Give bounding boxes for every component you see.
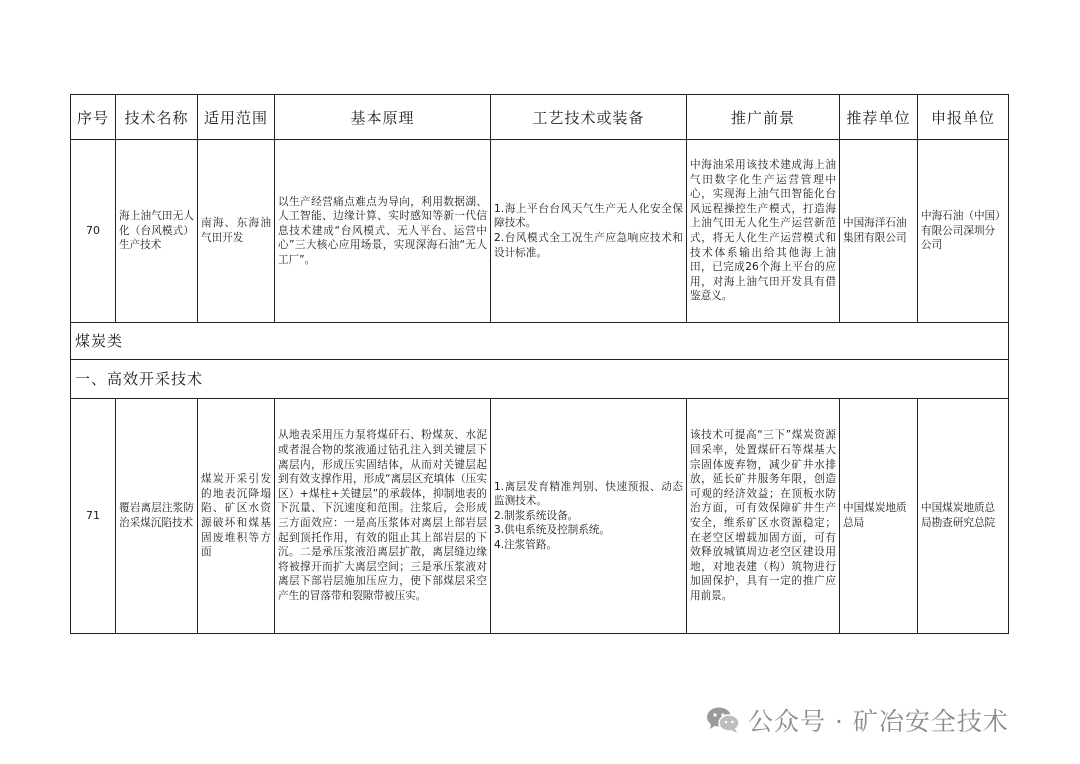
technology-table-container xyxy=(70,94,1008,634)
row-no: 71 xyxy=(71,399,116,634)
section-label: 煤炭类 xyxy=(71,323,1009,360)
row-scope: 煤炭开采引发的地表沉降塌陷、矿区水资源破坏和煤基固废堆积等方面 xyxy=(198,399,275,634)
row-principle: 从地表采用压力泵将煤矸石、粉煤灰、水泥或者混合物的浆液通过钻孔注入到关键层下离层内，形成压实固结体，从而对关键层起到有效支撑作用，形成“离层区充填体（压实区）+煤柱+关键层”的承载体，抑制地表的下沉量、下沉速度和范围。注浆后，会形成三方面效应：一是高压浆体对离层上部岩层起到顶托作用，有效的阻止其上部岩层的下沉。二是承压浆液沿离层扩散，离层缝边缘将被撑开而扩大离层空间；三是承压浆液对离层下部岩层施加压应力，使下部煤层采空产生的冒落带和裂隙带被压实。 xyxy=(275,399,491,634)
header-equipment: 工艺技术或装备 xyxy=(491,95,687,140)
table-row xyxy=(71,140,1009,323)
header-applicant: 申报单位 xyxy=(918,95,1009,140)
row-scope: 南海、东海油气田开发 xyxy=(198,140,275,323)
header-no: 序号 xyxy=(71,95,116,140)
subsection-label: 一、高效开采技术 xyxy=(71,360,1009,399)
header-principle: 基本原理 xyxy=(275,95,491,140)
table-header-row xyxy=(71,95,1009,140)
header-scope: 适用范围 xyxy=(198,95,275,140)
header-prospect: 推广前景 xyxy=(687,95,840,140)
table-row xyxy=(71,399,1009,634)
section-row xyxy=(71,323,1009,360)
watermark-label: 公众号 · 矿冶安全技术 xyxy=(748,707,1009,736)
subsection-row xyxy=(71,360,1009,399)
header-recommender: 推荐单位 xyxy=(840,95,918,140)
row-no: 70 xyxy=(71,140,116,323)
watermark xyxy=(706,702,1009,738)
header-tech-name: 技术名称 xyxy=(116,95,198,140)
row-equipment: 1.离层发育精准判别、快速预报、动态监测技术。 2.制浆系统设备。 3.供电系统及控制系统。 4.注浆管路。 xyxy=(491,399,687,634)
row-tech-name: 海上油气田无人化（台风模式）生产技术 xyxy=(116,140,198,323)
row-applicant: 中国煤炭地质总局勘查研究总院 xyxy=(918,399,1009,634)
row-equipment: 1.海上平台台风天气生产无人化安全保障技术。 2.台风模式全工况生产应急响应技术和设计标准。 xyxy=(491,140,687,323)
row-recommender: 中国海洋石油集团有限公司 xyxy=(840,140,918,323)
row-prospect: 该技术可提高“三下”煤炭资源回采率，处置煤矸石等煤基大宗固体废弃物，减少矿井水排放，延长矿井服务年限，创造可观的经济效益；在顶板水防治方面，可有效保障矿井生产安全，维系矿区水资源稳定；在老空区增载加固方面，可有效释放城镇周边老空区建设用地，对地表建（构）筑物进行加固保护，具有一定的推广应用前景。 xyxy=(687,399,840,634)
row-principle: 以生产经营痛点难点为导向，利用数据湖、人工智能、边缘计算、实时感知等新一代信息技术建成“台风模式、无人平台、运营中心”三大核心应用场景，实现深海石油“无人工厂”。 xyxy=(275,140,491,323)
row-applicant: 中海石油（中国）有限公司深圳分公司 xyxy=(918,140,1009,323)
row-recommender: 中国煤炭地质总局 xyxy=(840,399,918,634)
technology-table xyxy=(70,94,1009,634)
row-tech-name: 覆岩离层注浆防治采煤沉陷技术 xyxy=(116,399,198,634)
wechat-icon xyxy=(706,706,740,734)
row-prospect: 中海油采用该技术建成海上油气田数字化生产运营管理中心，实现海上油气田智能化台风远程操控生产模式，打造海上油气田无人化生产运营新范式，将无人化生产运营模式和技术体系输出给其他海上油田，已完成26个海上平台的应用，对海上油气田开发具有借鉴意义。 xyxy=(687,140,840,323)
